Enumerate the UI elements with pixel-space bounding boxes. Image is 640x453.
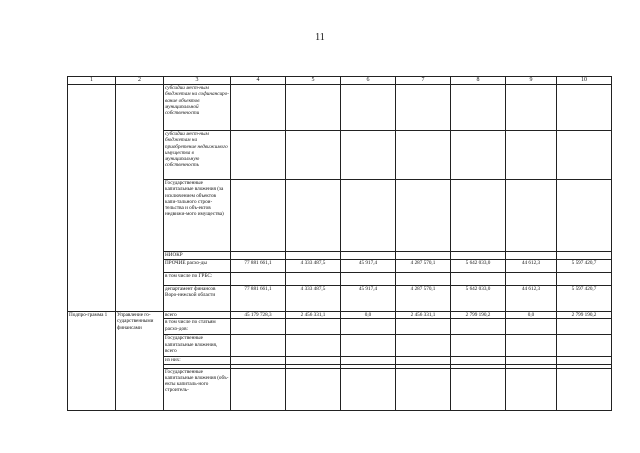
value-cell: 44 612,3 — [506, 286, 557, 312]
subprogram-title: Управление го-сударственными финансами — [116, 312, 164, 411]
table-cell — [557, 131, 612, 180]
table-cell — [341, 335, 396, 357]
table-cell — [451, 357, 506, 364]
table-cell — [341, 273, 396, 286]
table-cell — [557, 252, 612, 260]
table-cell — [286, 357, 341, 364]
table-cell — [506, 357, 557, 364]
value-cell: 2 456 331,1 — [396, 312, 451, 319]
table-cell — [286, 180, 341, 252]
table-cell — [451, 85, 506, 131]
value-cell: 0,0 — [506, 312, 557, 319]
row-label: Государственные капитальные вложения (объ-екты капиталь-ного строитель- — [164, 368, 231, 410]
value-cell: 2 799 190,2 — [451, 312, 506, 319]
row-label: в том числе по ГРБС: — [164, 273, 231, 286]
header-cell: 6 — [341, 77, 396, 85]
table-cell — [231, 335, 286, 357]
value-cell: 45 179 728,3 — [231, 312, 286, 319]
table-cell — [231, 85, 286, 131]
table-cell — [557, 85, 612, 131]
table-cell — [396, 357, 451, 364]
header-cell: 5 — [286, 77, 341, 85]
header-cell: 2 — [116, 77, 164, 85]
table-cell — [557, 335, 612, 357]
table-cell — [231, 368, 286, 410]
table-cell — [286, 252, 341, 260]
table-cell — [506, 335, 557, 357]
table-cell — [451, 273, 506, 286]
row-label: из них: — [164, 357, 231, 364]
row-label: в том числе по статьям расхо-дов: — [164, 319, 231, 335]
header-row — [68, 77, 612, 85]
table-cell — [116, 85, 164, 312]
subprogram-number: Подпро-грамма 1 — [68, 312, 116, 411]
table-cell — [396, 335, 451, 357]
table-cell — [506, 273, 557, 286]
page-number: 11 — [315, 32, 325, 43]
header-cell: 4 — [231, 77, 286, 85]
value-cell: 4 333 487,5 — [286, 286, 341, 312]
table-cell — [231, 273, 286, 286]
header-cell: 9 — [506, 77, 557, 85]
header-cell: 10 — [557, 77, 612, 85]
table-cell — [286, 273, 341, 286]
value-cell: 45 917,4 — [341, 286, 396, 312]
table-cell — [286, 131, 341, 180]
table-cell — [506, 85, 557, 131]
row-label: департамент финансов Воро-нежской области — [164, 286, 231, 312]
table-cell — [341, 252, 396, 260]
table-cell — [451, 252, 506, 260]
table-cell — [557, 357, 612, 364]
row-label: Государственные капитальные вложения (за исключением объектов капи-тального строи-тельства и объ-ектов недвижи-мого имущества) — [164, 180, 231, 252]
table-cell — [396, 180, 451, 252]
table-cell — [557, 368, 612, 410]
table-row — [68, 85, 612, 131]
value-cell: 4 287 570,1 — [396, 260, 451, 273]
table-cell — [341, 180, 396, 252]
value-cell: 5 597 420,7 — [557, 260, 612, 273]
table-cell — [396, 131, 451, 180]
table-cell — [396, 273, 451, 286]
table-cell — [286, 368, 341, 410]
value-cell: 77 881 661,1 — [231, 286, 286, 312]
row-label: субсидии мест-ным бюджетам на софинансиро-вание объектов муниципальной собственности — [164, 85, 231, 131]
value-cell: 2 456 331,1 — [286, 312, 341, 319]
value-cell: 4 287 570,1 — [396, 286, 451, 312]
table-cell — [231, 319, 286, 335]
table-cell — [341, 368, 396, 410]
table-cell — [231, 180, 286, 252]
table-cell — [231, 252, 286, 260]
table-cell — [341, 357, 396, 364]
header-cell: 7 — [396, 77, 451, 85]
table-cell — [506, 319, 557, 335]
row-label: субсидии мест-ным бюджетам на приобретение недвижимого имущества в муниципальную собственность — [164, 131, 231, 180]
table-cell — [396, 85, 451, 131]
value-cell: 4 333 487,5 — [286, 260, 341, 273]
table-cell — [286, 319, 341, 335]
table-cell — [231, 131, 286, 180]
table-cell — [557, 180, 612, 252]
table-cell — [506, 180, 557, 252]
table-cell — [506, 252, 557, 260]
table-cell — [341, 319, 396, 335]
row-label: Государственные капитальные вложения, всего — [164, 335, 231, 357]
table-cell — [286, 85, 341, 131]
value-cell: 44 612,3 — [506, 260, 557, 273]
table-cell — [451, 319, 506, 335]
row-label: всего — [164, 312, 231, 319]
header-cell: 8 — [451, 77, 506, 85]
table-row — [68, 312, 612, 319]
value-cell: 5 642 033,0 — [451, 286, 506, 312]
value-cell: 77 881 661,1 — [231, 260, 286, 273]
table-cell — [396, 252, 451, 260]
table-cell — [341, 85, 396, 131]
value-cell: 2 799 190,2 — [557, 312, 612, 319]
value-cell: 0,0 — [341, 312, 396, 319]
table-cell — [451, 131, 506, 180]
budget-table — [67, 76, 612, 411]
table-cell — [557, 319, 612, 335]
header-cell: 1 — [68, 77, 116, 85]
table-cell — [506, 131, 557, 180]
table-cell — [557, 273, 612, 286]
table-cell — [286, 335, 341, 357]
value-cell: 5 642 033,0 — [451, 260, 506, 273]
value-cell: 45 917,4 — [341, 260, 396, 273]
table-cell — [506, 368, 557, 410]
header-cell: 3 — [164, 77, 231, 85]
row-label: ПРОЧИЕ расхо-ды — [164, 260, 231, 273]
table-cell — [231, 357, 286, 364]
table-cell — [451, 335, 506, 357]
table-cell — [396, 319, 451, 335]
table-cell — [396, 368, 451, 410]
row-label: НИОКР — [164, 252, 231, 260]
table-cell — [68, 85, 116, 312]
table-cell — [451, 180, 506, 252]
table-cell — [341, 131, 396, 180]
table-cell — [451, 368, 506, 410]
value-cell: 5 597 420,7 — [557, 286, 612, 312]
